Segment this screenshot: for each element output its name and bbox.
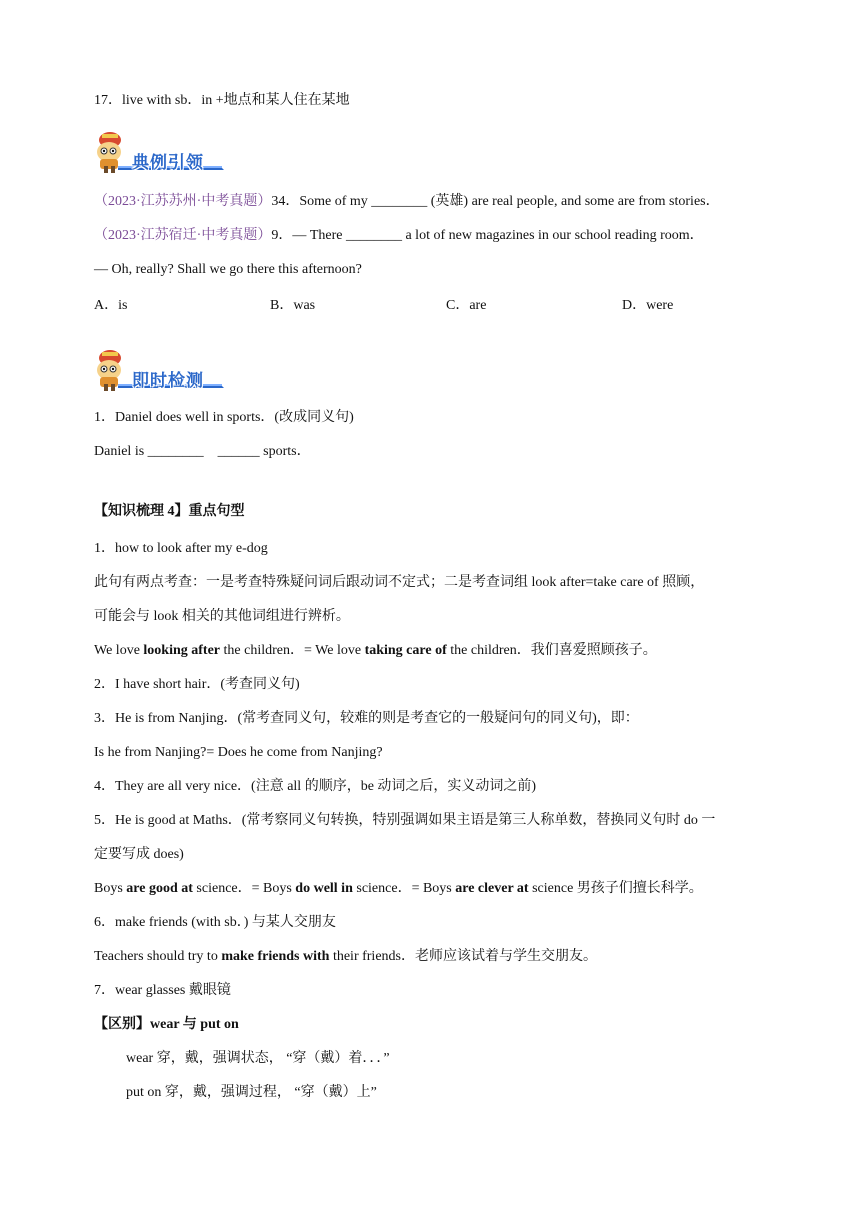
example-question-2-reply: — Oh, really? Shall we go there this afternoon? <box>94 262 362 277</box>
point-5-b: 定要写成 does) <box>94 847 184 862</box>
answer-blank: ______ sports． <box>217 444 311 459</box>
question-source: （2023·江苏苏州·中考真题） <box>94 194 272 209</box>
bold-phrase: looking after <box>143 643 221 658</box>
difference-put-on: put on 穿，戴，强调过程， “穿（戴）上” <box>126 1085 377 1100</box>
point-2: 2．I have short hair．(考查同义句) <box>94 677 300 692</box>
point-3-example: Is he from Nanjing?= Does he come from Nanjing? <box>94 745 383 760</box>
check-question-1: 1．Daniel does well in sports．(改成同义句) <box>94 410 354 425</box>
text-run: We love <box>94 643 144 658</box>
bold-phrase: do well in <box>295 881 353 896</box>
difference-title <box>94 1016 239 1034</box>
point-3: 3．He is from Nanjing．(常考查同义句，较难的则是考查它的一般疑问句的同义句)，即： <box>94 711 639 726</box>
text-run: the children．= We love <box>220 643 365 658</box>
section-title-check: 即时检测 <box>132 371 204 391</box>
bold-phrase: are clever at <box>455 881 529 896</box>
question-text: 34．Some of my ________ (英雄) are real people, and some are from stories． <box>271 194 720 209</box>
option-d: D．were <box>622 298 674 313</box>
text-run: Boys <box>94 881 127 896</box>
example-question-2 <box>94 227 704 245</box>
option-b: B．was <box>270 298 316 313</box>
section-badge-examples <box>90 126 230 176</box>
difference-title-text: 【区别】wear 与 put on <box>94 1017 239 1032</box>
option-a: A．is <box>94 298 128 313</box>
text-run: science 男孩子们擅长科学。 <box>528 881 703 896</box>
point-1-note-b: 可能会与 look 相关的其他词组进行辨析。 <box>94 609 350 624</box>
point-1: 1．how to look after my e-dog <box>94 541 268 556</box>
bold-phrase: are good at <box>126 881 193 896</box>
section-badge-check <box>90 344 230 394</box>
text-run: their friends．老师应该试着与学生交朋友。 <box>329 949 597 964</box>
text-run: Teachers should try to <box>94 949 222 964</box>
point-6: 6．make friends (with sb．) 与某人交朋友 <box>94 915 336 930</box>
bold-phrase: taking care of <box>364 643 447 658</box>
point-5-a: 5．He is good at Maths．(常考察同义句转换，特别强调如果主语是第三人称单数，替换同义句时 do 一 <box>94 813 716 828</box>
knowledge-heading-text: 【知识梳理 4】重点句型 <box>94 504 245 519</box>
point-7: 7．wear glasses 戴眼镜 <box>94 983 231 998</box>
difference-wear: wear 穿，戴，强调状态， “穿（戴）着．．．” <box>126 1051 390 1066</box>
point-6-example <box>94 948 597 966</box>
question-source: （2023·江苏宿迁·中考真题） <box>94 228 272 243</box>
answer-prefix: Daniel is ________ <box>94 444 204 459</box>
point-4: 4．They are all very nice．(注意 all 的顺序，be 动词之后，实义动词之前) <box>94 779 537 794</box>
check-answer-line <box>94 443 311 461</box>
text-run: the children．我们喜爱照顾孩子。 <box>446 643 657 658</box>
bold-phrase: make friends with <box>221 949 330 964</box>
item-17: 17．live with sb．in +地点和某人住在某地 <box>94 93 350 108</box>
point-1-example <box>94 642 657 660</box>
example-question-1 <box>94 193 720 211</box>
point-5-example <box>94 880 703 898</box>
text-run: science．= Boys <box>352 881 456 896</box>
option-c: C．are <box>446 298 487 313</box>
question-text: 9．— There ________ a lot of new magazines in our school reading room． <box>271 228 704 243</box>
text-run: science．= Boys <box>192 881 296 896</box>
point-1-note-a: 此句有两点考查：一是考查特殊疑问词后跟动词不定式；二是考查词组 look after=take care of 照顾， <box>94 575 705 590</box>
knowledge-heading <box>94 503 245 521</box>
section-title-examples: 典例引领 <box>132 153 204 173</box>
